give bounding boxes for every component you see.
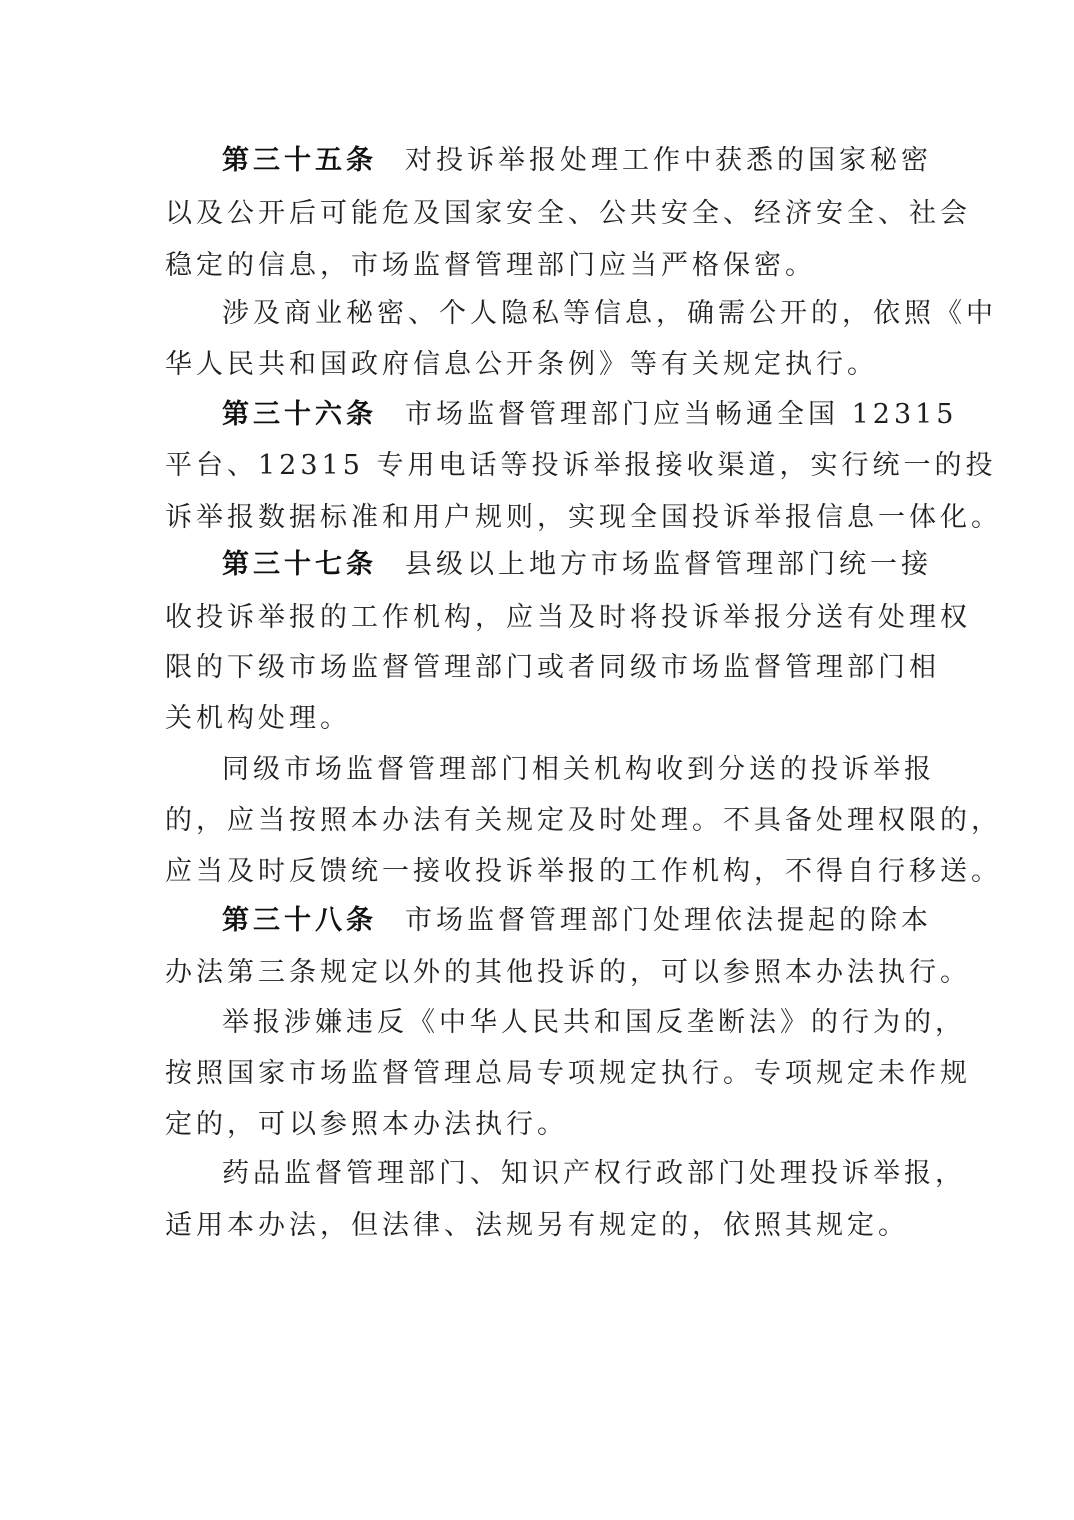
article-37-line-3: 限的下级市场监督管理部门或者同级市场监督管理部门相 xyxy=(165,652,940,683)
article-36-line-2: 平台、12315 专用电话等投诉举报接收渠道，实行统一的投 xyxy=(165,450,997,481)
article-37-line-2: 收投诉举报的工作机构，应当及时将投诉举报分送有处理权 xyxy=(165,602,971,633)
article-35-line-1: 第三十五条 对投诉举报处理工作中获悉的国家秘密 xyxy=(222,145,932,176)
article-36-line-1: 第三十六条 市场监督管理部门应当畅通全国 12315 xyxy=(222,399,958,430)
paragraph-drug-ip-line-2: 适用本办法，但法律、法规另有规定的，依照其规定。 xyxy=(165,1210,909,1241)
article-35-line-2: 以及公开后可能危及国家安全、公共安全、经济安全、社会 xyxy=(165,198,971,229)
article-38-heading: 第三十八条 xyxy=(222,905,377,936)
paragraph-forwarding-line-1: 同级市场监督管理部门相关机构收到分送的投诉举报 xyxy=(222,754,935,785)
article-38-line-1: 第三十八条 市场监督管理部门处理依法提起的除本 xyxy=(222,905,932,936)
article-37-line-4: 关机构处理。 xyxy=(165,703,351,734)
article-35-line-3: 稳定的信息，市场监督管理部门应当严格保密。 xyxy=(165,250,816,281)
paragraph-forwarding-line-2: 的，应当按照本办法有关规定及时处理。不具备处理权限的， xyxy=(165,805,1002,836)
article-36-heading: 第三十六条 xyxy=(222,399,377,430)
paragraph-antimonopoly-line-1: 举报涉嫌违反《中华人民共和国反垄断法》的行为的， xyxy=(222,1007,966,1038)
article-38-line-2: 办法第三条规定以外的其他投诉的，可以参照本办法执行。 xyxy=(165,957,971,988)
paragraph-antimonopoly-line-3: 定的，可以参照本办法执行。 xyxy=(165,1109,568,1140)
paragraph-antimonopoly-line-2: 按照国家市场监督管理总局专项规定执行。专项规定未作规 xyxy=(165,1058,971,1089)
article-36-line-3: 诉举报数据标准和用户规则，实现全国投诉举报信息一体化。 xyxy=(165,502,1002,533)
paragraph-privacy-line-2: 华人民共和国政府信息公开条例》等有关规定执行。 xyxy=(165,349,878,380)
article-35-heading: 第三十五条 xyxy=(222,145,377,176)
article-37-line-1: 第三十七条 县级以上地方市场监督管理部门统一接 xyxy=(222,549,932,580)
paragraph-privacy-line-1: 涉及商业秘密、个人隐私等信息，确需公开的，依照《中 xyxy=(222,298,997,329)
paragraph-forwarding-line-3: 应当及时反馈统一接收投诉举报的工作机构，不得自行移送。 xyxy=(165,856,1002,887)
article-37-heading: 第三十七条 xyxy=(222,549,377,580)
paragraph-drug-ip-line-1: 药品监督管理部门、知识产权行政部门处理投诉举报， xyxy=(222,1158,966,1189)
